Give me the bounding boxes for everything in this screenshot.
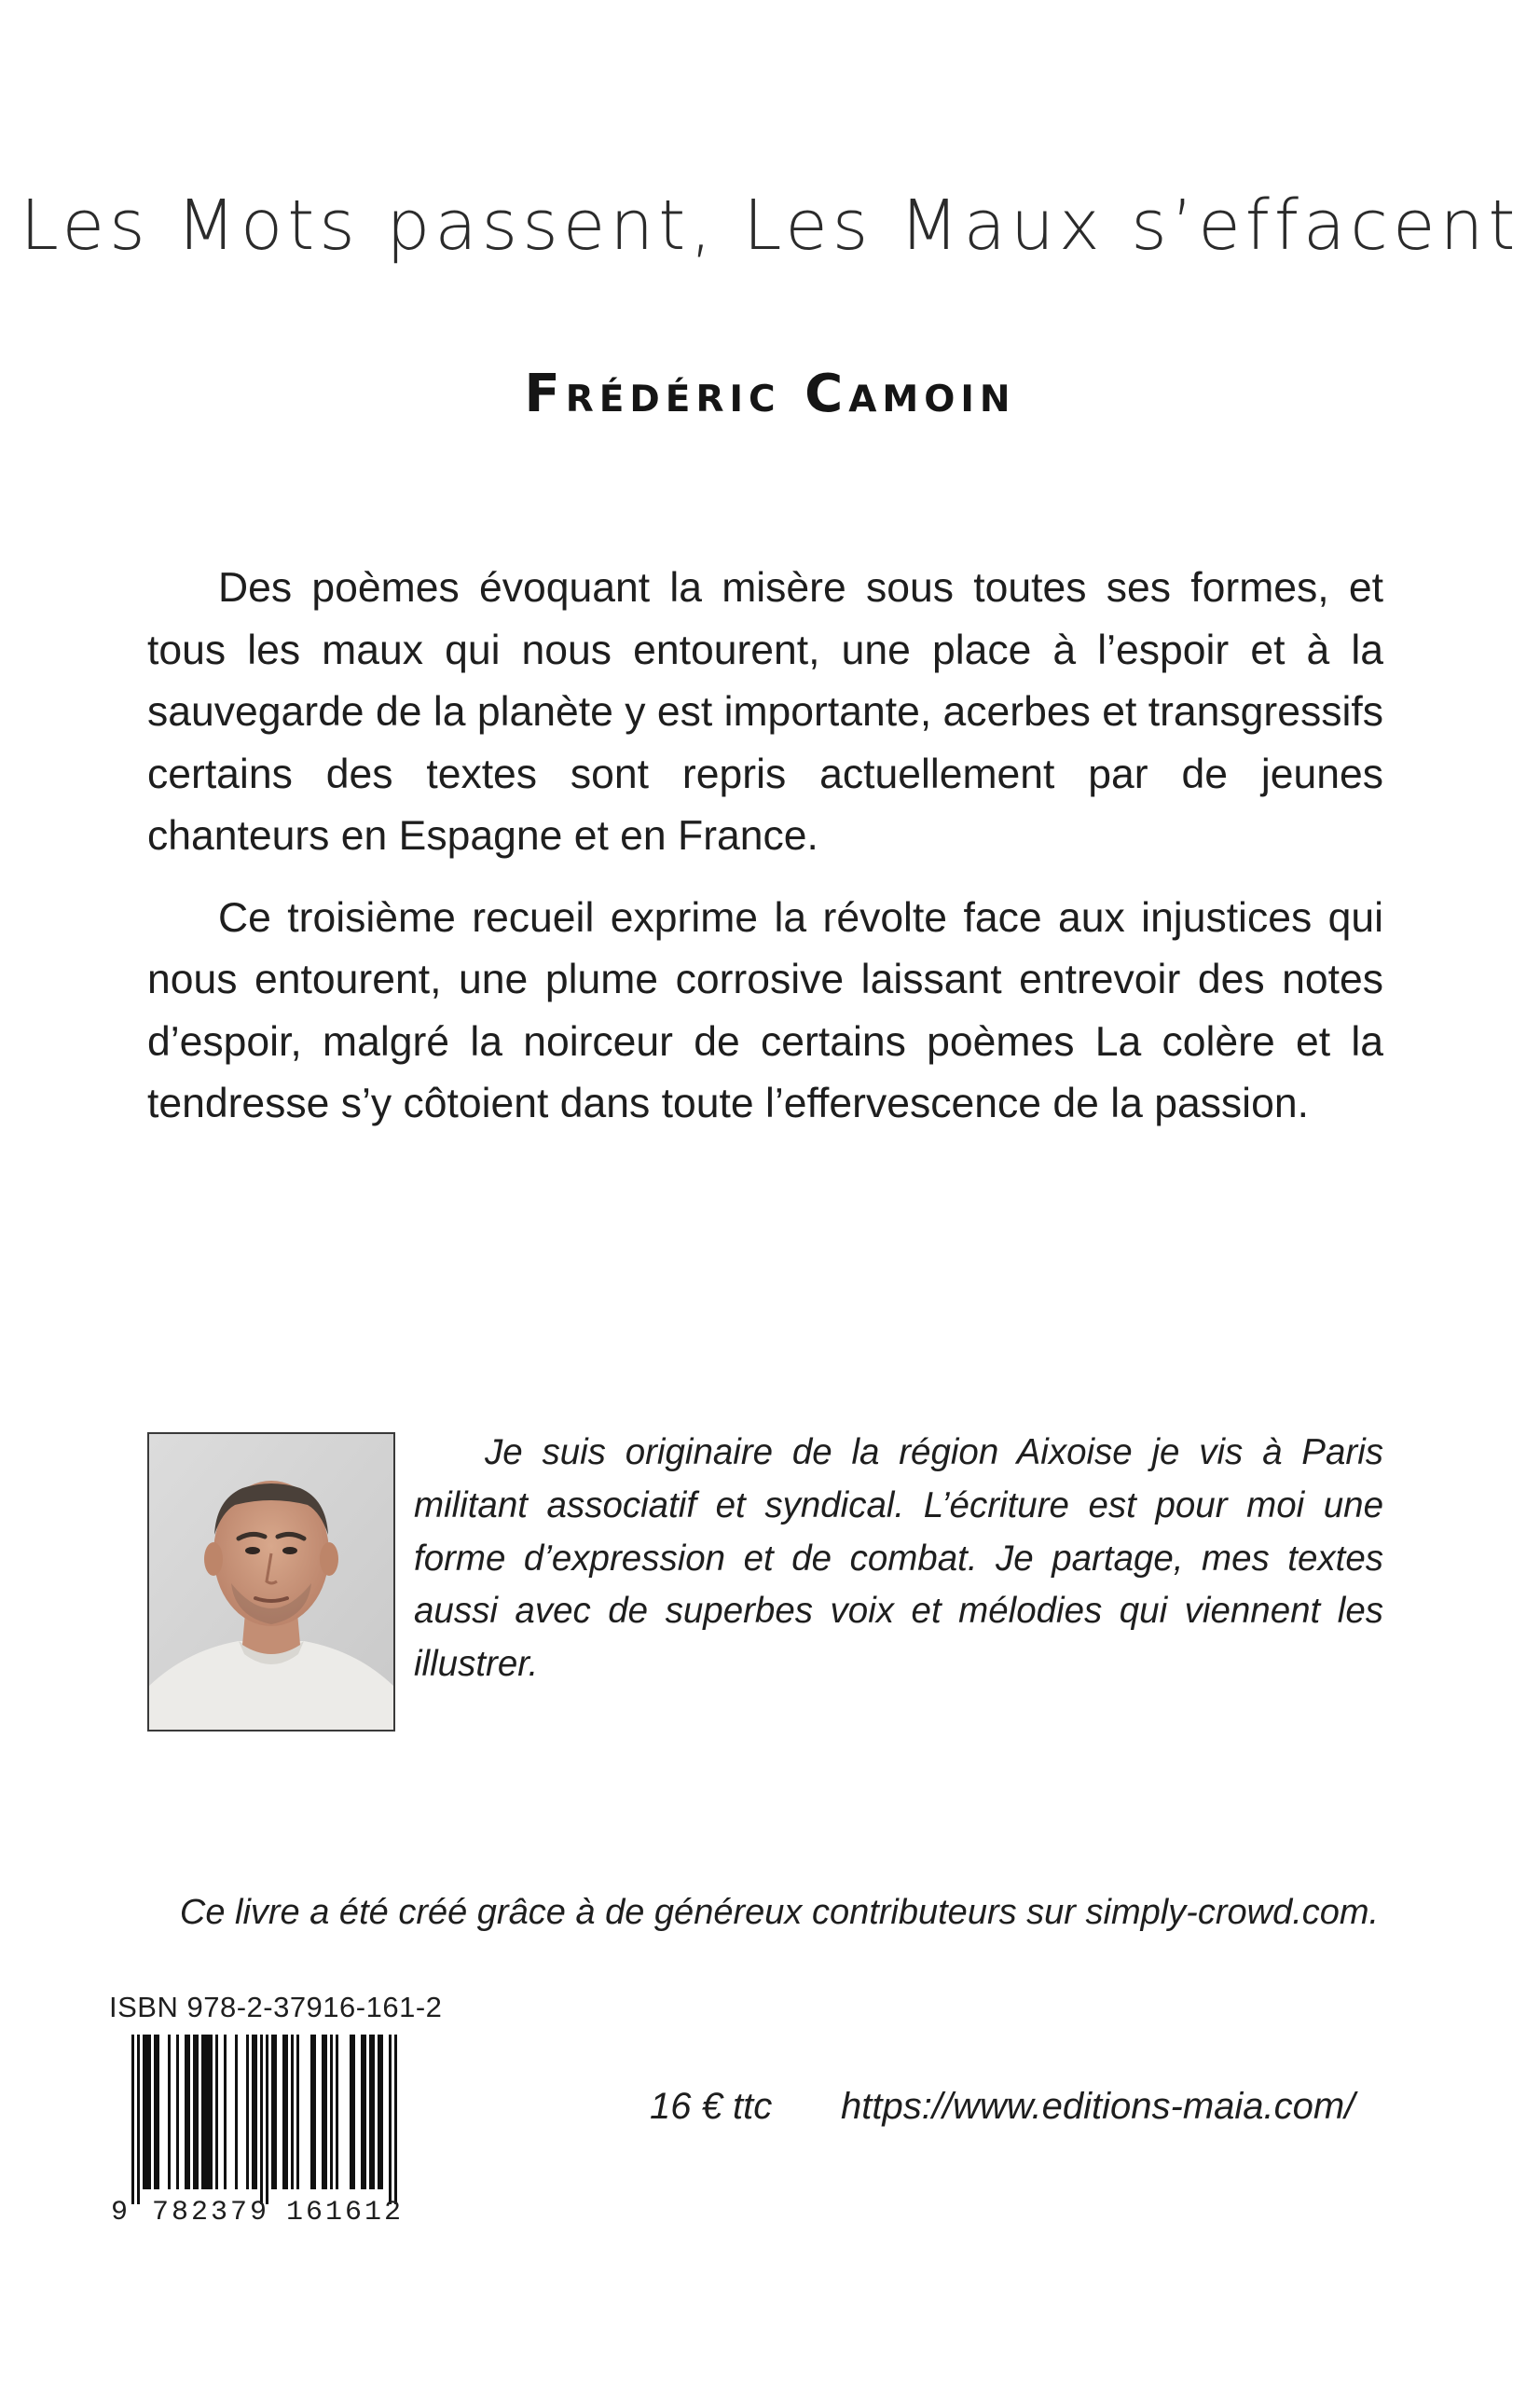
barcode-bar [187, 2035, 190, 2189]
barcode-bar [361, 2035, 364, 2189]
barcode-bar [274, 2035, 277, 2189]
barcode-bar [394, 2035, 397, 2204]
barcode-bar [336, 2035, 338, 2189]
author-portrait-image [149, 1434, 393, 1730]
barcode-bar [176, 2035, 179, 2189]
barcode-bar [313, 2035, 316, 2189]
barcode-bar [260, 2035, 263, 2204]
barcode-bar [380, 2035, 383, 2189]
barcode-bar [352, 2035, 355, 2189]
barcode-bar [154, 2035, 157, 2189]
barcode-bar [350, 2035, 352, 2189]
blurb-paragraph: Ce troisième recueil exprime la révolte face aux injustices qui nous entourent, une plume corrosive laissant entrevoir des notes d’espoir, malgré la noirceur de certains poèmes La colère et la tendresse s’y côtoient dans toute l’effervescence de la passion. [147, 894, 1383, 1126]
barcode-bar [196, 2035, 199, 2189]
barcode-bar [322, 2035, 324, 2189]
author-name: Frédéric Camoin [524, 364, 1016, 424]
barcode-bar [201, 2035, 204, 2189]
barcode-bar [246, 2035, 249, 2189]
barcode-bar [324, 2035, 327, 2189]
barcode-bar [148, 2035, 151, 2189]
barcode-first-digit: 9 [111, 2197, 129, 2224]
barcode-bar [389, 2035, 392, 2204]
barcode-bar [207, 2035, 210, 2189]
isbn-label: ISBN 978-2-37916-161-2 [109, 1991, 443, 2023]
barcode-bar [369, 2035, 372, 2189]
barcode-bar [224, 2035, 227, 2189]
author-bio [414, 1427, 1383, 1691]
author-bio-text: Je suis originaire de la région Aixoise je vis à Paris militant associatif et syndical. L’écriture est pour moi une forme d’expression et de combat. Je partage, mes textes aussi avec de superbes voix et mélodies qui viennent les illustrer. [414, 1432, 1383, 1685]
barcode-bar [266, 2035, 268, 2204]
barcode-bar [235, 2035, 238, 2189]
barcode-bar [185, 2035, 187, 2189]
barcode-bar [137, 2035, 140, 2204]
barcode-bar [168, 2035, 171, 2189]
barcode-right-digits: 161612 [286, 2197, 405, 2224]
barcode-bar [282, 2035, 285, 2189]
barcode-bar [330, 2035, 333, 2189]
barcode-bar [285, 2035, 288, 2189]
barcode-bar [157, 2035, 159, 2189]
barcode-bar [291, 2035, 294, 2189]
barcode-bar [364, 2035, 366, 2189]
barcode-bar [296, 2035, 299, 2189]
barcode-image [109, 2033, 440, 2224]
barcode-bar [254, 2035, 257, 2189]
barcode-bar [193, 2035, 196, 2189]
publisher-url: https://www.editions-maia.com/ [841, 2086, 1355, 2127]
barcode-bar [215, 2035, 218, 2189]
price: 16 € ttc [650, 2086, 773, 2127]
barcode [109, 2033, 440, 2224]
crowdfunding-note: Ce livre a été créé grâce à de généreux contributeurs sur simply-crowd.com. [179, 1893, 1380, 1932]
barcode-bar [310, 2035, 313, 2189]
book-title: Les Mots passent, Les Maux s’effacent [20, 186, 1520, 266]
barcode-left-digits: 782379 [152, 2197, 270, 2224]
barcode-bar [271, 2035, 274, 2189]
barcode-bar [378, 2035, 380, 2189]
author-photo [147, 1432, 395, 1732]
barcode-bar [131, 2035, 134, 2204]
barcode-bar [204, 2035, 207, 2189]
barcode-bar [210, 2035, 213, 2189]
blurb-paragraph: Des poèmes évoquant la misère sous toutes ses formes, et tous les maux qui nous entourent, une place à l’espoir et à la sauvegarde de la planète y est importante, acerbes et transgressifs certains des textes sont repris actuellement par de jeunes chanteurs en Espagne et en France. [147, 565, 1383, 859]
barcode-bar [145, 2035, 148, 2189]
barcode-bar [143, 2035, 145, 2189]
barcode-bar [372, 2035, 375, 2189]
blurb [147, 558, 1383, 1136]
barcode-bar [252, 2035, 254, 2189]
